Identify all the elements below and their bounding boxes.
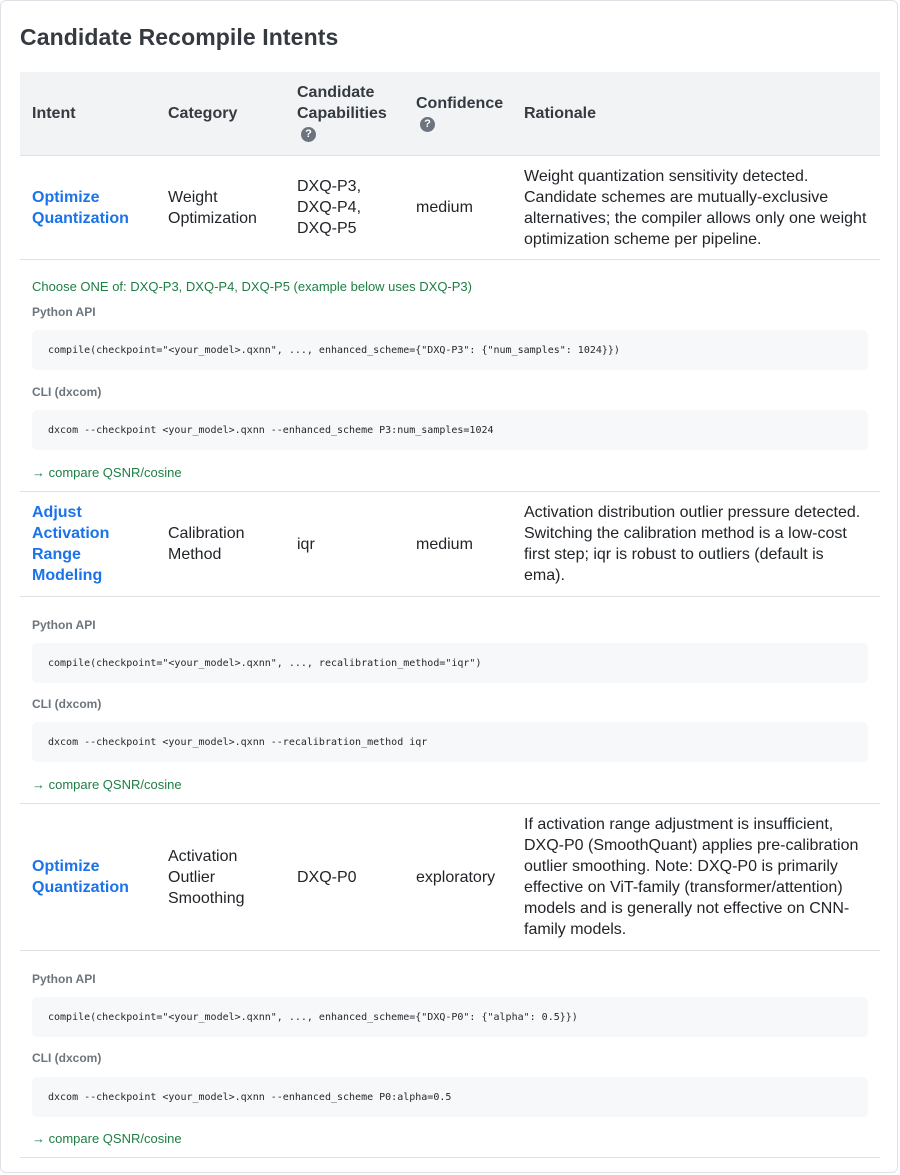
intent-cell	[20, 804, 156, 951]
choose-note: Choose ONE of: DXQ-P3, DXQ-P4, DXQ-P5 (example below uses DXQ-P3)	[32, 279, 472, 294]
confidence-cell: medium	[404, 156, 512, 260]
recompile-detail-row	[20, 597, 880, 804]
intent-link[interactable]: Optimize Quantization	[32, 188, 129, 227]
compare-link[interactable]: → compare QSNR/cosine	[32, 1131, 182, 1146]
category-cell: Calibration Method	[156, 492, 285, 597]
column-header-label: Confidence	[416, 94, 504, 112]
table-row	[20, 804, 880, 951]
intent-cell	[20, 156, 156, 260]
category-cell: Activation Outlier Smoothing	[156, 804, 285, 951]
intent-cell	[20, 492, 156, 597]
python-code-block[interactable]: compile(checkpoint="<your_model>.qxnn", ..., enhanced_scheme={"DXQ-P0": {"alpha": 0.5}})	[32, 997, 868, 1037]
python-code-block[interactable]: compile(checkpoint="<your_model>.qxnn", ..., enhanced_scheme={"DXQ-P3": {"num_samples": 1024}})	[32, 330, 868, 370]
compare-link[interactable]: → compare QSNR/cosine	[32, 465, 182, 480]
category-cell: Weight Optimization	[156, 156, 285, 260]
column-header-confidence	[404, 72, 512, 156]
cli-code-block[interactable]: dxcom --checkpoint <your_model>.qxnn --recalibration_method iqr	[32, 722, 868, 762]
capabilities-help-icon[interactable]: ?	[301, 127, 316, 142]
python-code-block[interactable]: compile(checkpoint="<your_model>.qxnn", ..., recalibration_method="iqr")	[32, 643, 868, 683]
table-row	[20, 156, 880, 260]
column-header-label: Rationale	[524, 105, 597, 122]
cli-label: CLI (dxcom)	[32, 385, 102, 399]
column-header-intent	[20, 72, 156, 156]
rationale-cell: If activation range adjustment is insufficient, DXQ-P0 (SmoothQuant) applies pre-calibration outlier smoothing. Note: DXQ-P0 is primarily effective on ViT-family (transformer/attention) models and is generally not effective on CNN-family models.	[512, 804, 880, 951]
recompile-detail	[20, 597, 880, 804]
rationale-cell: Activation distribution outlier pressure detected. Switching the calibration method is a low-cost first step; iqr is robust to outliers (default is ema).	[512, 492, 880, 597]
capabilities-cell: DXQ-P0	[285, 804, 404, 951]
recompile-detail	[20, 260, 880, 492]
intent-link[interactable]: Adjust Activation Range Modeling	[32, 504, 110, 584]
column-header-label: Intent	[32, 105, 76, 122]
recompile-detail	[20, 951, 880, 1158]
cli-code-block[interactable]: dxcom --checkpoint <your_model>.qxnn --enhanced_scheme P0:alpha=0.5	[32, 1077, 868, 1117]
python-api-label: Python API	[32, 618, 96, 632]
page-title: Candidate Recompile Intents	[20, 24, 339, 50]
recompile-detail-row	[20, 951, 880, 1158]
recompile-detail-row	[20, 260, 880, 492]
intents-table	[20, 72, 880, 1158]
capabilities-cell: iqr	[285, 492, 404, 597]
confidence-cell: medium	[404, 492, 512, 597]
column-header-rationale	[512, 72, 880, 156]
cli-label: CLI (dxcom)	[32, 1051, 102, 1065]
cli-code-block[interactable]: dxcom --checkpoint <your_model>.qxnn --enhanced_scheme P3:num_samples=1024	[32, 410, 868, 450]
column-header-label: Candidate Capabilities	[297, 84, 387, 122]
rationale-cell: Weight quantization sensitivity detected. Candidate schemes are mutually-exclusive alternatives; the compiler allows only one weight optimization scheme per pipeline.	[512, 156, 880, 260]
compare-link[interactable]: → compare QSNR/cosine	[32, 777, 182, 792]
table-row	[20, 492, 880, 597]
confidence-help-icon[interactable]: ?	[420, 117, 435, 132]
table-header-row	[20, 72, 880, 156]
intent-link[interactable]: Optimize Quantization	[32, 858, 129, 896]
capabilities-cell: DXQ-P3, DXQ-P4, DXQ-P5	[285, 156, 404, 260]
column-header-capabilities	[285, 72, 404, 156]
python-api-label: Python API	[32, 972, 96, 986]
column-header-category	[156, 72, 285, 156]
confidence-cell: exploratory	[404, 804, 512, 951]
cli-label: CLI (dxcom)	[32, 697, 102, 711]
column-header-label: Category	[168, 105, 238, 122]
python-api-label: Python API	[32, 305, 96, 319]
